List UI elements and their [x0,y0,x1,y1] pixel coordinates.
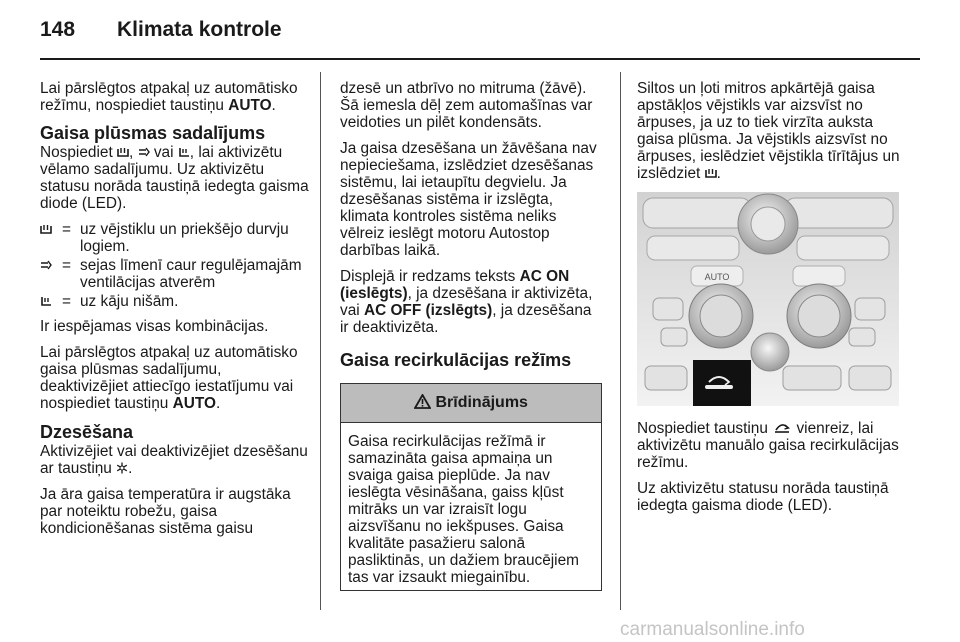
heading-cooling: Dzesēšana [40,422,134,442]
watermark: carmanualsonline.info [620,619,805,640]
fuel-saving-paragraph: Ja gaisa dzesēšana un žāvēšana nav nepieciešama, izslēdziet dzesēšanas sistēmu, lai ietaupītu degvielu. Ja dzesēšanas sistēma ir izslēgta, klimata kontroles sistēma neliks vēlreiz ieslēgt motoru Autostop darbības laikā. [340,140,597,259]
display-paragraph: Displejā ir redzams teksts AC ON (ieslēgts), ja dzesēšana ir aktivizēta, vai AC OFF (izslēgts), ja dzesēšana ir deaktivizēta. [340,268,593,336]
fogging-paragraph: Siltos un ļoti mitros apkārtējā gaisa apstākļos vējstikls var aizsvīst no ārpuses, ja uz to tiek virzīta auksta gaisa plūsma. Ja vējstikls aizsvīst no ārpuses, ieslēdziet vējstikla tīrītājus un izslēdziet . [637,80,900,182]
warning-text: Gaisa recirkulācijas režīmā ir samazināta gaisa apmaiņa un svaiga gaisa pieplūde. Ja nav ieslēgta vēsināšana, gaiss kļūst mitrāks un var izraisīt logu aizsvīšanu no iekšpuses. Gaisa kvalitāte pasažieru salonā pasliktinās, un dažiem braucējiem tas var izsaukt miegainību. [348,433,579,586]
list-item: = uz vējstiklu un priekšējo durvju logiem. [40,221,310,255]
distribution-paragraph: Nospiediet , vai , lai aktivizētu vēlamo sadalījumu. Uz aktivizētu statusu norāda taustiņā iedegta gaisma diode (LED). [40,144,309,212]
windscreen-airflow-icon [117,147,129,158]
page-number: 148 [40,18,76,41]
header-rule [40,58,920,60]
revert-paragraph: Lai pārslēgtos atpakaļ uz automātisko gaisa plūsmas sadalījumu, deaktivizējiet attiecīgo iestatījumu vai nospiediet taustiņu AUTO. [40,344,298,412]
list-item: = sejas līmenī caur regulējamajām ventilācijas atverēm [40,257,310,291]
intro-paragraph: Lai pārslēgtos atpakaļ uz automātisko režīmu, nospiediet taustiņu AUTO. [40,80,298,114]
list-item: = uz kāju nišām. [40,293,310,310]
distribution-list [40,221,310,310]
column-3 [637,80,907,191]
led-status-paragraph: Uz aktivizētu statusu norāda taustiņā iedegta gaisma diode (LED). [637,480,889,514]
temperature-paragraph: Ja āra gaisa temperatūra ir augstāka par noteiktu robežu, gaisa kondicionēšanas sistēma gaisu [40,486,291,537]
column-divider [320,72,321,610]
column-2 [340,80,602,591]
column-3-lower [637,420,907,523]
page-header [40,14,920,54]
recirculation-icon [772,422,792,434]
face-airflow-icon [138,147,150,158]
column-1 [40,80,310,546]
cooling-paragraph: Aktivizējiet vai deaktivizējiet dzesēšanu ar taustiņu . [40,443,308,477]
windscreen-airflow-icon [705,168,717,179]
warning-header [341,384,601,423]
heading-recirculation: Gaisa recirkulācijas režīms [340,350,572,370]
windscreen-airflow-icon [40,224,52,235]
condensation-paragraph: dzesē un atbrīvo no mitruma (žāvē). Šā iemesla dēļ zem automašīnas var veidoties un pilēt kondensāts. [340,80,593,131]
combinations-paragraph: Ir iespējamas visas kombinācijas. [40,318,269,335]
face-airflow-icon [40,260,52,271]
column-divider [620,72,621,610]
footwell-airflow-icon [178,147,190,158]
snowflake-icon [116,462,128,474]
warning-triangle-icon [414,394,431,409]
warning-title: Brīdinājums [435,394,528,411]
heading-air-distribution: Gaisa plūsmas sadalījums [40,123,266,143]
warning-box [340,383,602,591]
footwell-airflow-icon [40,296,52,307]
auto-button-label: AUTO [704,272,730,282]
page-title: Klimata kontrole [117,18,282,41]
climate-panel-photo [637,192,899,406]
recirculation-paragraph: Nospiediet taustiņu vienreiz, lai aktivizētu manuālo gaisa recirkulācijas režīmu. [637,420,899,471]
